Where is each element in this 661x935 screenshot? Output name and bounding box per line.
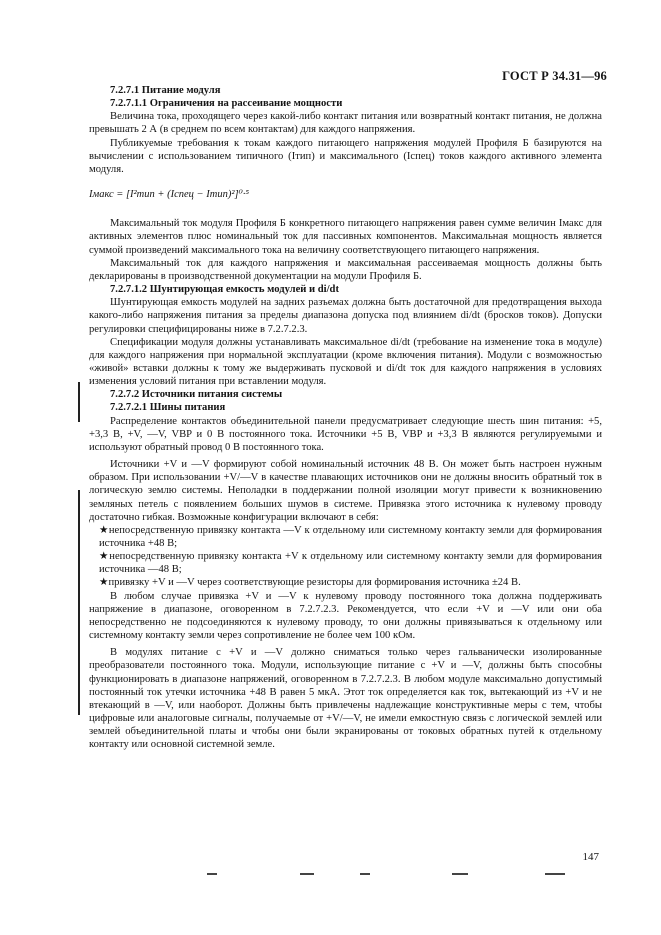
scan-mark	[360, 873, 370, 875]
list-item	[89, 524, 602, 550]
change-bar	[78, 382, 80, 422]
section-heading: 7.2.7.1.2 Шунтирующая емкость модулей и di/dt	[110, 284, 339, 296]
star-icon: ★	[99, 577, 109, 589]
page-number: 147	[582, 851, 599, 863]
list-item-text: привязку +V и —V через соответствующие резисторы для формирования источника ±24 В.	[108, 577, 521, 589]
scan-mark	[545, 873, 565, 875]
paragraph: В любом случае привязка +V и —V к нулевому проводу постоянного тока должна поддерживать напряжение в диапазоне, оговоренном в 7.2.7.2.3. Рекомендуется, что если +V и —V или они оба непосредственно не подсоединяются к нулевому проводу, то они должны привязываться к отдельному или системному контакту земли через сопротивление не более чем 100 кОм.	[89, 590, 602, 642]
scan-mark	[207, 873, 217, 875]
paragraph: Распределение контактов объединительной панели предусматривает следующие шесть шин питания: +5, +3,3 В, +V, —V, VBP и 0 В постоянного тока. Источники +5 В, VBP и +3,3 В являются регулируемыми и используют обратный провод 0 В постоянного тока.	[89, 415, 602, 453]
paragraph: Источники +V и —V формируют собой номинальный источник 48 В. Он может быть настроен нужным образом. При использовании +V/—V в качестве плавающих источников они не должны вносить обратный ток в логическую землю системы. Неполадки в поддержании полной изоляции могут привести к возникновению земляных петель с появлением больших шумов в системе. Привязка этого источника к нулевому проводу достаточно гибкая. Возможные конфигурации включают в себя:	[89, 459, 602, 523]
paragraph: Величина тока, проходящего через какой-либо контакт питания или возвратный контакт питания, не должна превышать 2 А (в среднем по всем контактам) для каждого напряжения.	[89, 111, 602, 136]
star-icon: ★	[99, 524, 109, 536]
paragraph: Публикуемые требования к токам каждого питающего напряжения модулей Профиля Б базируются на вычислении с использованием типичного (Iтип) и максимального (Iспец) токов каждого активного элемента модуля.	[89, 137, 602, 175]
star-icon: ★	[99, 551, 110, 563]
standard-header: ГОСТ Р 34.31—96	[502, 69, 607, 83]
section-heading: 7.2.7.2 Источники питания системы	[110, 389, 283, 401]
list-item-text: непосредственную привязку контакта —V к отдельному или системному контакту земли для формирования источника +48 В;	[99, 524, 602, 549]
scan-mark	[452, 873, 468, 875]
paragraph: Максимальный ток модуля Профиля Б конкретного питающего напряжения равен сумме величин Iмакс для активных элементов плюс номинальный ток для пассивных компонентов. Максимальная мощность является суммой произведений максимального тока на величину соответствующего питающего напряжения.	[89, 218, 602, 256]
section-heading: 7.2.7.2.1 Шины питания	[110, 402, 226, 414]
paragraph: В модулях питание с +V и —V должно сниматься только через гальванически изолированные преобразователи постоянного тока. Модули, использующие питание с +V и —V, должны быть способны функционировать в диапазоне напряжений, оговоренном в 7.2.7.2.3. В любом модуле максимально допустимый постоянный ток утечки источника +48 В равен 5 мкА. Этот ток определяется как ток, вытекающий из +V и не втекающий в —V, или наоборот. Должны быть привлечены надлежащие конструктивные меры с тем, чтобы цифровые или аналоговые сигналы, получаемые от +V/—V, не имели емкостную связь с логической землей или землей объединительной платы и чтобы они были экранированы от токовых обратных путей к отдельному контакту или основной системной земле.	[89, 647, 602, 751]
list-item	[89, 550, 602, 576]
section-heading: 7.2.7.1.1 Ограничения на рассеивание мощности	[110, 98, 343, 110]
paragraph: Шунтирующая емкость модулей на задних разъемах должна быть достаточной для предотвращения выхода какого-либо напряжения питания за пределы диапазона допуска под влиянием di/dt (бросков токов). Допуски регулировки специфицированы ниже в 7.2.7.2.3.	[89, 297, 602, 335]
section-heading: 7.2.7.1 Питание модуля	[110, 85, 221, 96]
paragraph: Спецификации модуля должны устанавливать максимальное di/dt (требование на изменение тока в модуле) для каждого напряжения при нормальной эксплуатации (кроме включения питания). Модули с возможностью «живой» вставки должны к тому же выдерживать пусковой и di/dt ток для каждого напряжения в условиях изменения условий питания при вставлении модуля.	[89, 336, 602, 388]
formula: Iмакс = [I²тип + (Iспец − Iтип)²]⁰·⁵	[89, 189, 250, 201]
list-item-text: непосредственную привязку контакта +V к отдельному или системному контакту земли для формирования источника —48 В;	[99, 551, 603, 576]
scan-mark	[300, 873, 314, 875]
list-item	[89, 576, 602, 589]
change-bar	[78, 490, 80, 715]
document-body	[89, 84, 602, 752]
paragraph: Максимальный ток для каждого напряжения и максимальная рассеиваемая мощность должны быть декларированы в производственной документации на модули Профиля Б.	[89, 257, 602, 282]
